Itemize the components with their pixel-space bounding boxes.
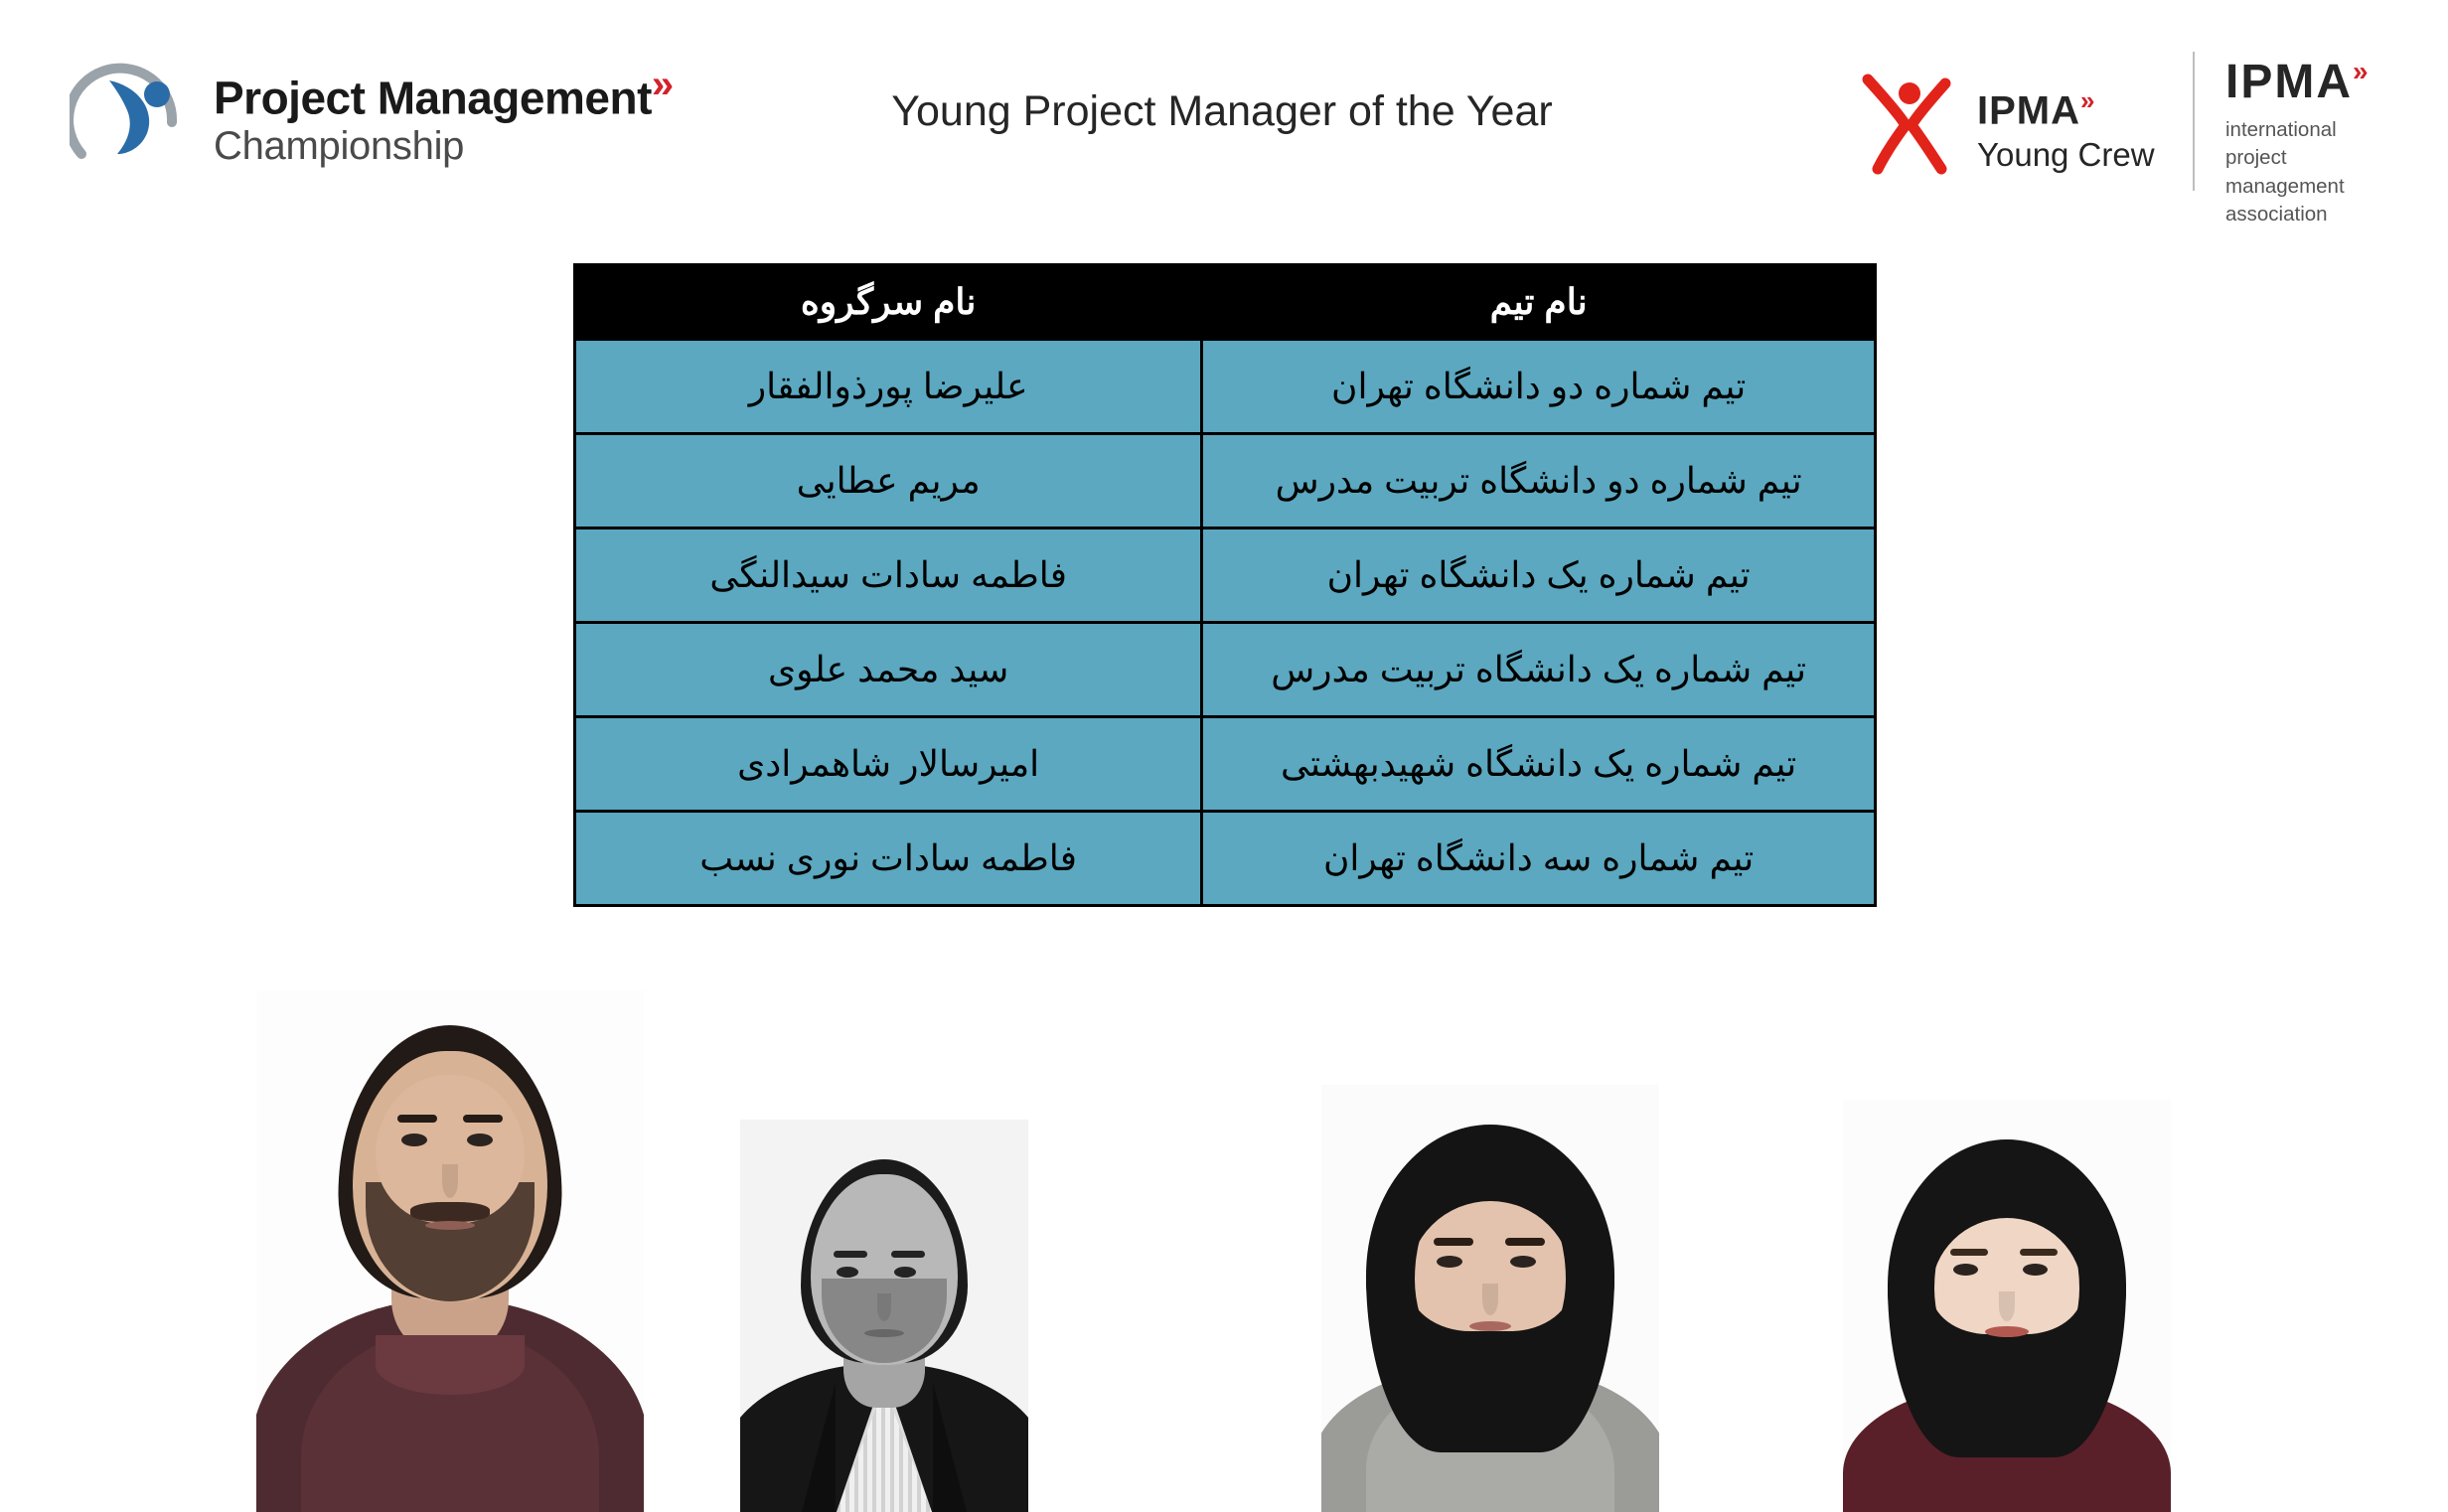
project-management-championship-logo xyxy=(70,55,705,184)
page-header xyxy=(0,0,2448,228)
cell-team: تیم شماره یک دانشگاه تربیت مدرس xyxy=(1202,623,1876,717)
teams-table xyxy=(573,263,1877,907)
ipma-tagline-line3: management xyxy=(2225,174,2345,198)
cell-leader: فاطمه سادات نوری نسب xyxy=(575,812,1202,906)
ipma-chevron-icon: » xyxy=(2353,56,2371,86)
pmc-title-line2: Championship xyxy=(214,123,465,168)
cell-leader: علیرضا پورذوالفقار xyxy=(575,340,1202,434)
cell-leader: امیرسالار شاهمرادی xyxy=(575,717,1202,812)
teams-table-container xyxy=(573,263,1877,907)
portrait-3 xyxy=(1321,1085,1659,1512)
cell-team: تیم شماره دو دانشگاه تربیت مدرس xyxy=(1202,434,1876,529)
ipma-wordmark: IPMA xyxy=(2225,56,2353,108)
pmc-chevron-icon: » xyxy=(651,63,674,106)
cell-team: تیم شماره یک دانشگاه شهیدبهشتی xyxy=(1202,717,1876,812)
portraits-row xyxy=(0,959,2448,1512)
ipma-tagline-line1: international xyxy=(2225,118,2337,141)
young-crew-ipma-wordmark: IPMA xyxy=(1977,88,2080,133)
young-crew-mark-icon xyxy=(1850,68,1969,177)
portrait-1 xyxy=(256,990,644,1512)
young-crew-label: Young Crew xyxy=(1977,136,2155,174)
table-row xyxy=(575,717,1876,812)
table-row xyxy=(575,434,1876,529)
table-row xyxy=(575,340,1876,434)
column-header-leader: نام سرگروه xyxy=(575,265,1202,340)
young-crew-chevron-icon: » xyxy=(2080,85,2096,115)
portrait-2 xyxy=(740,1120,1028,1512)
page-title: Young Project Manager of the Year xyxy=(891,87,1553,135)
pmc-mark-icon xyxy=(70,59,199,176)
pmc-title-line1: Project Management xyxy=(214,72,652,124)
cell-team: تیم شماره سه دانشگاه تهران xyxy=(1202,812,1876,906)
table-row xyxy=(575,812,1876,906)
ipma-logos-group xyxy=(1850,40,2386,226)
cell-leader: مریم عطایی xyxy=(575,434,1202,529)
table-row xyxy=(575,529,1876,623)
column-header-team: نام تیم xyxy=(1202,265,1876,340)
ipma-tagline-line2: project xyxy=(2225,146,2287,170)
cell-leader: فاطمه سادات سیدالنگی xyxy=(575,529,1202,623)
cell-team: تیم شماره دو دانشگاه تهران xyxy=(1202,340,1876,434)
table-row xyxy=(575,623,1876,717)
cell-leader: سید محمد علوی xyxy=(575,623,1202,717)
cell-team: تیم شماره یک دانشگاه تهران xyxy=(1202,529,1876,623)
logo-divider xyxy=(2193,52,2195,191)
ipma-tagline-line4: association xyxy=(2225,202,2328,226)
table-header-row xyxy=(575,265,1876,340)
portrait-4 xyxy=(1843,1100,2171,1512)
